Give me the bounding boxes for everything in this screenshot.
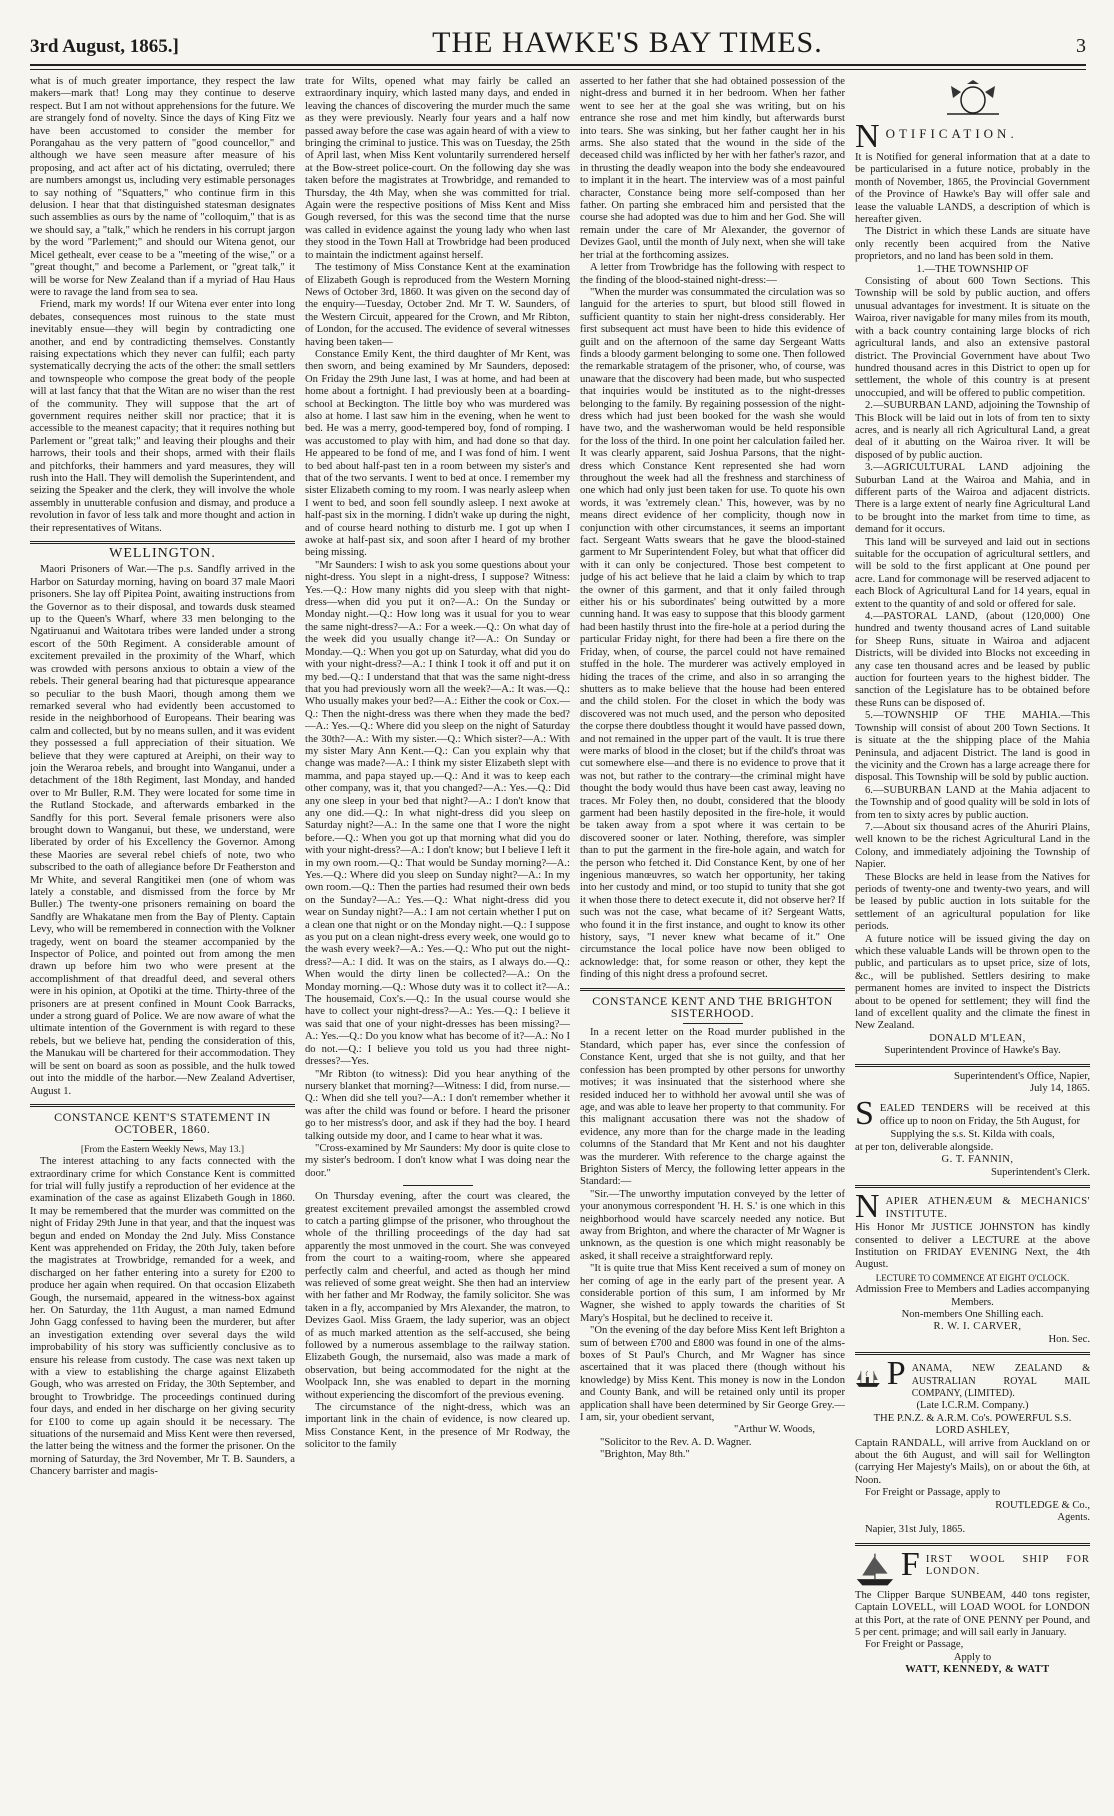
athenaeum-signature: R. W. I. CARVER, bbox=[933, 1321, 1022, 1333]
athenaeum-text: His Honor Mr JUSTICE JOHNSTON has kindly consented to deliver a LECTURE at the above Institution on FRIDAY EVENING Next, the 4th August. bbox=[855, 1222, 1090, 1271]
tender-date: July 14, 1865. bbox=[1029, 1083, 1090, 1095]
article-paragraph: "Mr Ribton (to witness): Did you hear anything of the nursery blanket that morning?—Witness: I did, from nurse.—Q.: When did she tell you?—A.: I don't remember whether it was after the child was found or before. I heard the prisoner go to her mistress's door, and ask if they had the boy. I heard talking outside my door, and I came to hear what it was. bbox=[305, 1068, 570, 1142]
article-paragraph: "It is quite true that Miss Kent received a sum of money on her coming of age in the early part of the present year. A considerable portion of this sum, I am informed by Mr Wagner, she wished to apply towards the charities of St Mary's Hospital, but he declined to receive it. bbox=[580, 1263, 845, 1324]
panama-freight: For Freight or Passage, apply to bbox=[865, 1487, 1001, 1499]
royal-crest-icon bbox=[943, 80, 1003, 118]
wool-ship-header: F IRST WOOL SHIP FOR LONDON. bbox=[855, 1550, 1090, 1590]
panama-line: THE P.N.Z. & A.R.M. Co's. POWERFUL S.S. bbox=[873, 1412, 1072, 1424]
steamship-icon bbox=[855, 1359, 881, 1399]
article-paragraph: A letter from Trowbridge has the following with respect to the finding of the blood-stained night-dress:— bbox=[580, 262, 845, 286]
column-1 bbox=[30, 76, 295, 1816]
notice-paragraph: 7.—About six thousand acres of the Ahuriri Plains, well known to be the richest Agricultural Land in the Colony, and immediately adjoining the Township of Napier. bbox=[855, 821, 1090, 871]
article-paragraph: The circumstance of the night-dress, which was an important link in the chain of evidence, is now cleared up. Miss Constance Kent, in the presence of Mr Rodway, the solicitor to the family bbox=[305, 1402, 570, 1451]
letter-signature: "Arthur W. Woods, bbox=[734, 1424, 815, 1436]
article-paragraph: The interest attaching to any facts connected with the extraordinary crime for which Constance Kent is committed for trial will fully justify a reproduction of her evidence at the examination of the case as against Elizabeth Gough in 1860. It may be remembered that the murder was committed on the night of Friday 29th June in that year, and that the inquest was begun and ended on Monday the 2nd July. Miss Constance Kent was apprehended on Friday, the 20th July, taken before the magistrates at Trowbridge, remanded for a week, and discharged on her father entering into a surety for £200 to produce her again when required. On that occasion Elizabeth Gough, the nursemaid, appeared in the witness-box against her. On Saturday, the 11th August, a man named Edmund John Gagg confessed to having been the murderer, but after an investigation extending over several days the wild improbability of his story was sufficiently conclusive as to ensure his release from custody. The case was next taken up with a view to establishing the charge against Elizabeth Gough, who was arrested on Friday, the 30th September, and brought to Trowbridge. The proceedings continued during four days, and ended in her discharge on her giving security for £100 to come up again should it be necessary. The situations of the nursemaid and Miss Kent were then reversed, the latter being the witness and the former the prisoner. On the morning of Saturday, the 3rd November, Mr T. B. Saunders, a Chancery barrister and magis- bbox=[30, 1156, 295, 1478]
panama-ship-name: LORD ASHLEY, bbox=[935, 1425, 1010, 1437]
page-number: 3 bbox=[1076, 35, 1086, 57]
article-paragraph: "Cross-examined by Mr Saunders: My door is quite close to my sister's bedroom. I don't know what I was doing near the door." bbox=[305, 1142, 570, 1179]
article-paragraph: what is of much greater importance, they respect the law makers—mark that! Long may they continue to deserve respect. But I am not without apprehensions for the future. We are strangely fond of novelty. Since the days of King Fitz we have been accustomed to consider the member for Porangahau as the very pattern of "good councellor," and although we have seen measure after measure of his proposing, and act after act of his dictating, overruled; there are numbers amongst us, including very estimable personages to say nothing of "Squatters," who continue firm in this delusion. I hear that that distinguished statesman designates such assemblies as ours by the name of "colloquim," that is as we should say, a "talk," which he renders in his corrupt jargon by the word "Parlement;" and should our Witena genot, our Micel gethealt, ever cease to be a "meeting of the wise," or a "great thought," and become a Parlement, or "great talk," it will be worse for New Zealand than if a myriad of Hau Haus were to ravage the land from sea to sea. bbox=[30, 76, 295, 298]
athenaeum-nonmembers: Non-members One Shilling each. bbox=[901, 1308, 1044, 1320]
section-heading-brighton: CONSTANCE KENT AND THE BRIGHTON SISTERHOOD. bbox=[592, 993, 833, 1021]
notice-paragraph: 5.—TOWNSHIP OF THE MAHIA.—This Township will consist of about 200 Town Sections. It is situate at the the shipping place of the Mahia Peninsula, and adjacent District. The land is good in the vicinity and the Crown has a large acreage there for disposal. This Township will be sold by public auction. bbox=[855, 710, 1090, 784]
article-paragraph: Maori Prisoners of War.—The p.s. Sandfly arrived in the Harbor on Saturday morning, having on board 37 male Maori prisoners. She lay off Pipitea Point, awaiting instructions from the Governor as to their disposal, and towards dusk steamed up to the Queen's Wharf, where 33 men belonging to the Ngatiruanui and Waitotara tribes were landed under a strong escort of the 50th Regiment. A considerable amount of excitement prevailed in the proximity of the Wharf, which was crowded with persons anxious to obtain a view of the rebels. Their general bearing had that picturesque appearance so peculiar to the bush Maori, though among them we remarked several who had evidently been accustomed to reside in the neighborhood of Europeans. Their bearing was calm and collected, but by no means sullen, and it was evident they possessed a full appreciation of their situation. We believe that they were captured at Areiphi, on their way to join the Weraroa rebels, and brought into Wanganui, under a detachment of the 18th Regiment, last Monday, and handed over to Mr Buller, R.M. They were located for some time in the Rutland Stockade, and afterwards embarked in the Sandfly for this port. Several female prisoners were also brought down to Wanganui, but these, we understand, were liberated by order of his Excellency the Governor. Among these Maories are several rebel chiefs of note, two who subscribed to the oath of allegiance before Dr Featherston and Mr White, and several Rangitikei men (one of whom was lately a constable, and dismissed from the force by Mr Buller.) The twenty-one prisoners remaining on board the Sandfly are Whakatane men from the Bay of Plenty. Captain Levy, who will be remembered in connection with the Volkner tragedy, went on board the steamer accompanied by the Inspector of Police, and pointed out from among the men drawn up before him two who were present at the accomplishment of that dreadful deed, and several others were in his opinion, at Opotiki at the time. Thirty-three of the prisoners are at present confined in Mount Cook Barracks, under a strong guard of Police. We are now aware of what the ultimate intention of the Government is with regard to these rebels, but we believe hat, pending the consideration of this, the Manukau will be chartered for their accommodation. They will be sent on board as soon as possible, and the hulk towed out into the middle of the harbor.—New Zealand Advertiser, August 1. bbox=[30, 564, 295, 1097]
notice-paragraph: 4.—PASTORAL LAND, (about (120,000) One hundred and twenty thousand acres of Land suitable for Sheep Runs, situate in Wairoa and adjacent Districts, will be divided into Blocks not exceeding in any case ten thousand acres and be leased by public auction for fourteen years to the highest bidder. The sanction of the Legislature has to be obtained before these Runs can be disposed of. bbox=[855, 611, 1090, 709]
article-paragraph: Constance Emily Kent, the third daughter of Mr Kent, was then sworn, and being examined by Mr Saunders, deposed: On Friday the 29th June last, I was at home, and had been at home about a fortnight. I had previously been at a boarding-school at Beckington. The little boy who was murdered was also at home. I last saw him in the evening, when he went to bed. He was a merry, good-tempered boy, fond of romping. I was accustomed to play with him, and had done so that day. He appeared to be fond of me, and I was fond of him. I went to bed about half-past ten in a room between my sister's and that of the two servants. I went to bed at once. I remember my sister Elizabeth coming to my room. I was nearly asleep when I went to bed, and soon fell soundly asleep. I next awoke at half-past six in the morning. I didn't wake up during the night, and of course heard nothing to disturb me. I got up when I awoke at half-past six, and soon after I heard of my brother being missing. bbox=[305, 348, 570, 559]
article-paragraph: "When the murder was consummated the circulation was so languid for the arteries to spurt, but blood still flowed in sufficient quantity to stain her night-dress considerably. Her first subsequent act must have been to hide this evidence of guilt and on the afternoon of the same day Sergeant Watts finds a bloody garment belonging to some one. Then followed the remarkable stratagem of the prisoner, who, of course, was unaware that the discovery had been made, but who suspected that inquiries would be instituted as to the night-dresses belonging to the family. By regaining possession of the night-dress which had just been booked for the wash she would have two, and the washerwoman would be held responsible for the loss of the third. In one point her calculation failed her. It was clearly apparent, said Joshua Parsons, that the night-dress which Constance Kent represented she had worn throughout the week had all the freshness and starchiness of one which had only just been taken for use. To quote his own words, it was 'extremely clean.' This, however, was by no means direct evidence of her complicity, though now in conjunction with other circumstances, it seems an important fact. Sergeant Watts swears that he gave the blood-stained garment to Mr Superintendent Foley, but what that officer did with it can only be conjectured. Those best competent to judge of his act believe that he laid a claim by which to trap the owner of this garment, and that it only failed through either his or his subordinates' being outwitted by a more cunning hand. It was easy to suppose that this bloody garment had been hastily thrust into the fire-hole at a period during the particular Friday night, for there had been a fire there on the Friday, when, of course, the parcel could not have remained stuffed in the hole. The murderer was actively employed in hiding the traces of the crime, and also in so arranging the shutters as to make believe that the house had been entered and the child stolen. For the closet in which the body was discovered was not much used, and the person who deposited the corpse there doubtless thought it would have passed down, and not remained in the upper part of the vault. It is true there were marks of blood in the closet; but if the child's throat was cut somewhere else—and there is no evidence to prove that it was not, but rather to the contrary—the criminal might have thought the body would thus have been cast away, leaving no traces. Mr Foley then, no doubt, considered that the bloody garment had been hastily deposited in the fire-hole, it would be taken away from a spot where it was certain to be discovered sooner or later. Nothing, therefore, was simpler than to put the garment in the fire-hole again, and watch for the person who fetched it. Did Constance Kent, by one of her ingenious manœuvres, so watch her opportunity, her taking into her custody and mind, or too stupid to tunity that she got it when those there to detect execute it, did not observe her? If such was not the case, what became of it? Sergeant Watts, who found it in the first instance, and ought to know its other history, says, "I never knew what became of it." One circumstance the local police have now been obliged to acknowledge: that, for some reason or other, they kept the finding of this night dress a profound secret. bbox=[580, 286, 845, 981]
notice-paragraph: 2.—SUBURBAN LAND, adjoining the Township of This Block will be laid out in lots of from ten to sixty acres, and is nearly all rich Agricultural Land, a great deal of it abutting on the Wairoa river. It will be disposed of by public auction. bbox=[855, 400, 1090, 461]
column-4-advertisements bbox=[855, 76, 1090, 1816]
column-2 bbox=[305, 76, 570, 1816]
column-3 bbox=[580, 76, 845, 1816]
notice-paragraph: The District in which these Lands are situate have only recently been acquired from the Native proprietors, and no land has been sold in them. bbox=[855, 226, 1090, 263]
tender-header: S EALED TENDERS will be received at this office up to noon on Friday, the 5th August, for bbox=[855, 1095, 1090, 1133]
athenaeum-signature-title: Hon. Sec. bbox=[1048, 1333, 1090, 1345]
article-paragraph: "Sir.—The unworthy imputation conveyed by the letter of your anonymous correspondent 'H. H. S.' is one which in this neighborhood would have scarcely needed any notice. But away from Brighton, and where the character of Mr Wagner is unknown, as the question is one which might reasonably be asked, it shall receive a straightforward reply. bbox=[580, 1188, 845, 1262]
masthead bbox=[30, 26, 1086, 66]
article-paragraph: Friend, mark my words! If our Witena ever enter into long debates, consequences most ruinous to the state must inevitably ensue—they will begin by contradicting one another, and end by contradicting themselves. Constantly raising expectations which they never can fulfil; each party systematically decrying the acts of the other: the small settlers and townspeople who compose the great body of the people will at last fancy that that the Witan are no wiser than the rest of the community. They will suppose that the art of government requires neither skill nor practice; that it is accessible to the meanest capacity; that it requires nothing but Parlement or "great talk;" and leaving their ploughs and their harrows, their tools and their shops, armed with their flails and pitchforks, their hammers and yard measures, they will rush into the Hall. They will demolish the Superintendent, and seizing the Speaker and the clerk, they will involve the whole assembly in unutterable confusion and dismay, and produce a revolution in favor of less talk and more thought and action in their representatives of Witans. bbox=[30, 299, 295, 534]
panama-subtitle: (Late I.C.R.M. Company.) bbox=[916, 1400, 1029, 1412]
sailing-ship-icon bbox=[855, 1550, 895, 1590]
notice-signature-title: Superintendent Province of Hawke's Bay. bbox=[884, 1045, 1061, 1057]
article-paragraph: The testimony of Miss Constance Kent at the examination of Elizabeth Gough is reproduced from the Western Morning News of October 3rd, 1860. It was given on the second day of the enquiry—Tuesday, October 2nd. Mr T. W. Saunders, of the Western Circuit, appeared for the Crown, and Mr Ribton, of London, for the accused. The evidence of several witnesses having been taken— bbox=[305, 262, 570, 348]
wool-ship-freight: For Freight or Passage, bbox=[865, 1639, 964, 1651]
article-source: [From the Eastern Weekly News, May 13.] bbox=[80, 1144, 245, 1155]
tender-signature-title: Superintendent's Clerk. bbox=[990, 1166, 1090, 1178]
tender-terms: at per ton, deliverable alongside. bbox=[855, 1141, 994, 1153]
issue-date: 3rd August, 1865.] bbox=[30, 36, 179, 57]
athenaeum-admission: Admission Free to Members and Ladies accompanying Members. bbox=[855, 1284, 1090, 1308]
article-paragraph: On Thursday evening, after the court was cleared, the greatest excitement prevailed amongst the assembled crowd to catch a parting glimpse of the prisoner, who throughout the whole of the thrilling proceedings of the day had sat apparently the most unmoved in the court. She was conveyed from the court to a waiting-room, where she appeared perfectly calm and cheerful, and acted as though her mind was relieved of some great weight. She then had an interview with her father and Mr Rodway, the family solicitor. She was taken in a fly, accompanied by Mrs Alexander, the matron, to Devizes Gaol. Miss Graem, the lady superior, was an object of as much marked attention as the self-accused, she being followed by a numerous assemblage to the railway station. Elizabeth Gough, the nursemaid, also was made a mark of observation, but being accommodated for the night at the Woolpack Inn, she was enabled to depart in the morning without experiencing the discomfort of the previous evening. bbox=[305, 1191, 570, 1401]
athenaeum-header: N APIER ATHENÆUM & MECHANICS' INSTITUTE. bbox=[855, 1188, 1090, 1226]
panama-text: Captain RANDALL, will arrive from Auckland on or about the 6th August, and will sail for Wellington (carrying Her Majesty's Mails), on or about the 6th, at Noon. bbox=[855, 1437, 1090, 1486]
article-paragraph: "Mr Saunders: I wish to ask you some questions about your night-dress. You slept in a night-dress, I suppose? Witness: Yes.—Q.: How many nights did you sleep with that night-dress—when did you put it on?—A.: On the Sunday or Monday night.—Q.: How long was it usual for you to wear the same night-dress?—A.: For a week.—Q.: On what day of the week did you usually change it?—A.: On Sunday or Monday.—Q.: When you got up on Saturday, what did you do with your night-dress?—A.: I think I took it off and put it on my bed.—Q.: I understand that that was the same night-dress that you had previously worn all the week?—A.: It was.—Q.: Who usually makes your bed?—A.: Either the cook or Cox.—Q.: Then the night-dress was there when they made the bed?—A.: Yes.—Q.: Where did you sleep on the night of Saturday the 30th?—A.: With my sister.—Q.: Which sister?—A.: With my sister Mary Ann Kent.—Q.: Can you explain why that change was made?—A.: I think my sister Elizabeth slept with mamma, and papa stayed up.—Q.: And it was to keep each other company, was it, that you changed?—A.: Yes.—Q.: Did any one sleep in your bed that night?—A.: I don't know that any one did.—Q.: In what night-dress did you sleep on Saturday night?—A.: In the same one that I wore the night before.—Q.: When you got up that morning what did you do with your night-dress?—A.: I don't know; but I believe I left it in my own room.—Q.: That would be Sunday morning?—A.: Yes.—Q.: Where did you sleep on Sunday night?—A.: In my own room.—Q.: Then the parties had resumed their own beds on the Sunday?—A.: Yes.—Q.: What night-dress did you wear on Sunday night?—A.: I am not certain whether I put on a clean one that night or on the Monday night.—Q.: I suppose as you put on a clean night-dress every week, one would go to the wash every week?—A.: Yes.—Q.: Who put out the night-dress?—A.: I did. It was on the stairs, as I always do.—Q.: When would the dirty linen be collected?—A.: On the Monday morning.—Q.: Whose duty was it to collect it?—A.: The housemaid, Cox's.—Q.: In the usual course would she have to collect your night-dress?—A.: Yes.—Q.: I believe it was said that one of your night-dresses has been missing?—A.: Yes.—Q.: Do you know what has become of it?—A.: No I do not.—Q.: I believe you told us you had three night-dresses?—Yes. bbox=[305, 559, 570, 1068]
panama-header: P ANAMA, NEW ZEALAND & AUSTRALIAN ROYAL MAIL COMPANY, (LIMITED). bbox=[855, 1359, 1090, 1400]
section-heading-kent-statement: CONSTANCE KENT'S STATEMENT IN OCTOBER, 1860. bbox=[54, 1109, 271, 1137]
wool-ship-apply: Apply to bbox=[953, 1651, 992, 1663]
article-paragraph: In a recent letter on the Road murder published in the Standard, which paper has, ever since the confession of Constance Kent, urged that she is not guilty, and that her confession has been prompted by other persons for unworthy motives; it was insinuated that the sisterhood where she resided induced her to withhold her avowal until she was of age, and was able to leave her property to that community. For this malignant accusation there was not the shadow of evidence, any more than for the charge made in the leading columns of the Standard that Mr Kent and not his daughter was the murderer. With reference to the charge against the Brighton Sisters of Mercy, the following letter appears in the Standard:— bbox=[580, 1027, 845, 1188]
notice-paragraph: This land will be surveyed and laid out in sections suitable for the occupation of agricultural settlers, and will be sold to the first applicant at One pound per acre. Land for commonage will be reserved adjacent to each Block of Agricultural Land for 14 years, equal in extent to the quantity of and sold or offered for sale. bbox=[855, 536, 1090, 610]
columns bbox=[30, 76, 1090, 1816]
notice-paragraph: 6.—SUBURBAN LAND at the Mahia adjacent to the Township and of good quality will be sold in lots of from ten to sixty acres by public auction. bbox=[855, 784, 1090, 821]
tender-signature: G. T. FANNIN, bbox=[941, 1154, 1014, 1166]
tender-item: Supplying the s.s. St. Kilda with coals, bbox=[890, 1129, 1055, 1141]
notice-paragraph: It is Notified for general information that at a date to be particularised in a future notice, probably in the month of November, 1865, the Provincial Government of the Province of Hawke's Bay will offer sale and lease the valuable LANDS, a description of which is hereafter given. bbox=[855, 152, 1090, 226]
section-heading-wellington: WELLINGTON. bbox=[109, 546, 216, 562]
notice-paragraph: 3.—AGRICULTURAL LAND adjoining the Suburban Land at the Wairoa and Mahia, and in different parts of the Wairoa and adjacent districts. There is a large extent of nearly fine Agricultural Land to be brought into the market from time to time, as demand for it occurs. bbox=[855, 462, 1090, 536]
article-paragraph: "On the evening of the day before Miss Kent left Brighton a sum of between £700 and £800 was found in one of the alms-boxes of St Paul's Church, and Mr Wagner has since ascertained that it was placed there (though without his knowledge) by Miss Kent. This money is now in the London and County Bank, and will be retained only until its proper application shall have been determined by Sir George Grey.—I am, sir, your obedient servant, bbox=[580, 1325, 845, 1424]
article-paragraph: asserted to her father that she had obtained possession of the night-dress and burned it in her bedroom. When her father went to see her at the goal she was writing, but on his entrance she rose and met him kindly, but afterwards burst into tears. She was sinking, but her father caught her in his arms. She also stated that the wound in the side of the deceased child was inflicted by her with her father's razor, and in thrusting the deadly weapon into the body she endeavoured to implant it in the heart. The interview was of a most painful character, Constance being more self-composed than her father. On parting she embraced him and persisted that the course she had adopted was due to him and her God. She will remain under the care of Mr Alexander, the governor of Devizes Gaol, until the month of July next, when she will take her trial at the forthcoming assizes. bbox=[580, 76, 845, 261]
wool-ship-agent: WATT, KENNEDY, & WATT bbox=[905, 1664, 1050, 1676]
letter-place: "Brighton, May 8th." bbox=[600, 1449, 690, 1461]
panama-agent: ROUTLEDGE & Co., bbox=[995, 1499, 1090, 1511]
newspaper-title: THE HAWKE'S BAY TIMES. bbox=[432, 26, 823, 59]
panama-agent-title: Agents. bbox=[1057, 1512, 1090, 1524]
letter-signature-title: "Solicitor to the Rev. A. D. Wagner. bbox=[600, 1436, 752, 1448]
athenaeum-time: LECTURE TO COMMENCE AT EIGHT O'CLOCK. bbox=[875, 1272, 1070, 1283]
notice-signature: DONALD M'LEAN, bbox=[929, 1032, 1026, 1044]
wool-ship-text: The Clipper Barque SUNBEAM, 440 tons register, Captain LOVELL, will LOAD WOOL for LONDON at this Port, at the rate of ONE PENNY per Pound, and 5 per cent. primage; and will sail early in January. bbox=[855, 1589, 1090, 1639]
tender-office: Superintendent's Office, Napier, bbox=[953, 1070, 1090, 1082]
notice-item: 1.—THE TOWNSHIP OF bbox=[916, 263, 1029, 275]
notice-paragraph: A future notice will be issued giving the day on which these valuable Lands will be thrown open to the public, and particulars as to upset price, size of lots, &c., will be published. Settlers desiring to make permanent homes are invited to inspect the Districts about to be opened for settlement; they will find the land of excellent quality and the climate the finest in New Zealand. bbox=[855, 933, 1090, 1032]
notification-header: N OTIFICATION. bbox=[855, 118, 1018, 155]
panama-date: Napier, 31st July, 1865. bbox=[865, 1524, 966, 1536]
article-paragraph: trate for Wilts, opened what may fairly be called an extraordinary inquiry, which lasted many days, and ended in leaving the chances of discovering the murder much the same as they were previously. Nearly four years and a half now passed away before the case was again heard of with a view to bringing the criminal to justice. This was on Tuesday, the 25th of April last, when Miss Kent voluntarily surrendered herself at the Bow-street police-court. On the following day she was taken before the magistrates at Trowbridge, and remanded to Thursday, the 4th May, when she was committed for trial. Again were the respective positions of Miss Kent and Miss Gough reversed, for this was the second time that the nurse was called in evidence against the young lady who when last they stood in the Town Hall at Trowbridge had been produced to maintain the indictment against herself. bbox=[305, 76, 570, 261]
notice-paragraph: These Blocks are held in lease from the Natives for periods of twenty-one and twenty-two years, and will be leased by public auction in lots suitable for the settlement of an agricultural population for like periods. bbox=[855, 871, 1090, 933]
notice-paragraph: Consisting of about 600 Town Sections. This Township will be sold by public auction, and offers unusual advantages for investment. It is situate on the Wairoa, river navigable for many miles from its mouth, with a back country containing large blocks of rich agricultural lands, and also an extensive pastoral district. The Provincial Government have about Two hundred thousand acres in this District to open up for settlement, the whole of this country is at present unoccupied, and will be offered to public competition. bbox=[855, 276, 1090, 399]
